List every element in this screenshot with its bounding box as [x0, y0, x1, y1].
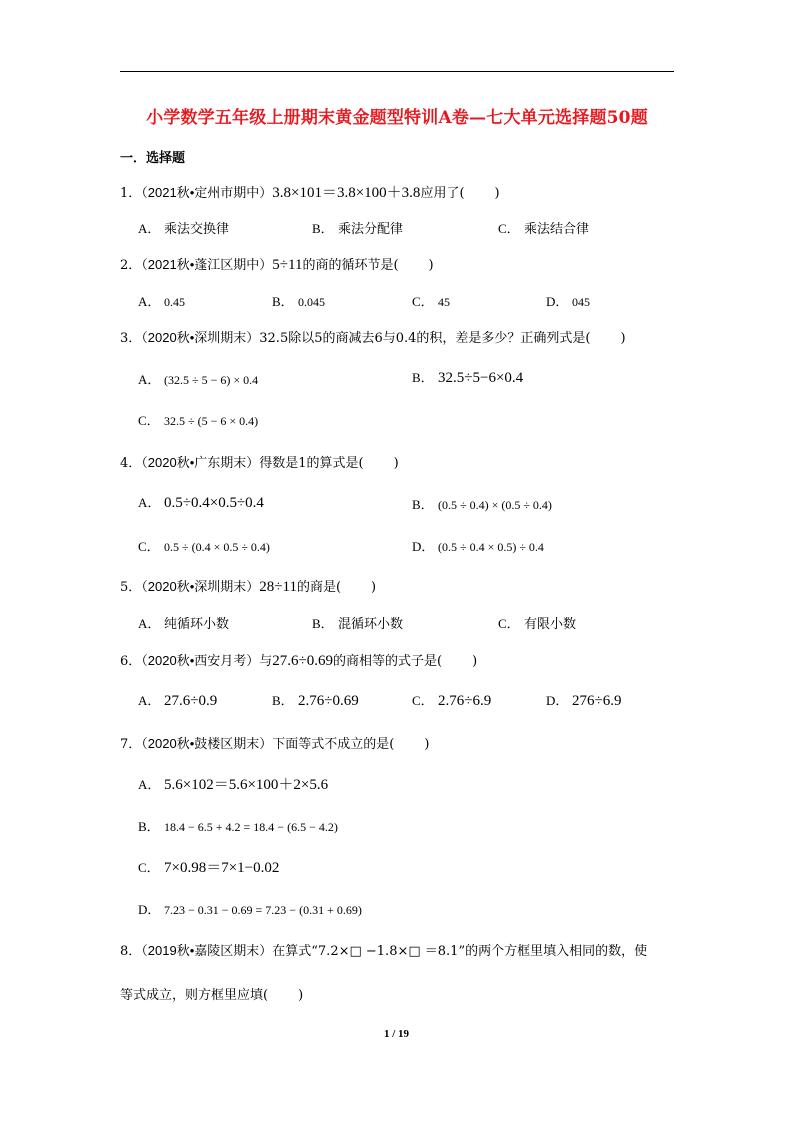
question-source: （2019秋•嘉陵区期末）	[141, 943, 273, 958]
question-source: （2020秋•深圳期末）	[141, 579, 260, 594]
question-source: （2020秋•深圳期末）	[141, 330, 260, 345]
question-formula: 27.6÷0.69	[272, 653, 334, 669]
option-1-A[interactable]: A． 乘法交换律	[138, 221, 230, 237]
option-7-D[interactable]: D． 7.23 − 0.31 − 0.69 = 7.23 − (0.31 + 0.69)	[138, 902, 362, 917]
option-4-A[interactable]: A． 0.5÷0.4×0.5÷0.4	[138, 495, 264, 511]
question-8: 8．（2019秋•嘉陵区期末）在算式“7.2×□ −1.8×□ ＝8.1”的两个方框里填入相同的数，使	[120, 943, 648, 959]
question-1: 1．（2021秋•定州市期中）3.8×101＝3.8×100＋3.8应用了( )	[120, 185, 500, 201]
question-formula: 5÷11	[272, 257, 303, 273]
question-formula: 3.8×101＝3.8×100＋3.8	[272, 185, 421, 201]
option-2-C[interactable]: C． 45	[412, 294, 450, 309]
question-source: （2021秋•定州市期中）	[141, 185, 273, 200]
page-title: 小学数学五年级上册期末黄金题型特训A卷—七大单元选择题50题	[146, 108, 648, 128]
question-5: 5．（2020秋•深圳期末）28÷11的商是( )	[120, 579, 377, 595]
option-4-B[interactable]: B． (0.5 ÷ 0.4) × (0.5 ÷ 0.4)	[412, 497, 552, 512]
question-6: 6．（2020秋•西安月考）与27.6÷0.69的商相等的式子是( )	[120, 653, 478, 669]
option-5-B[interactable]: B． 混循环小数	[312, 616, 404, 632]
question-source: （2020秋•鼓楼区期末）	[141, 736, 273, 751]
option-1-B[interactable]: B． 乘法分配律	[312, 221, 404, 237]
header-rule	[120, 71, 674, 72]
question-8-continued: 等式成立，则方框里应填( )	[120, 988, 304, 1003]
option-6-B[interactable]: B． 2.76÷0.69	[272, 693, 359, 709]
question-7: 7．（2020秋•鼓楼区期末）下面等式不成立的是( )	[120, 736, 430, 752]
option-4-C[interactable]: C． 0.5 ÷ (0.4 × 0.5 ÷ 0.4)	[138, 539, 270, 554]
option-5-C[interactable]: C． 有限小数	[498, 616, 577, 632]
question-source: （2020秋•广东期末）	[141, 455, 260, 470]
question-3: 3．（2020秋•深圳期末）32.5除以5的商减去6与0.4的积，差是多少？正确列式是( )	[120, 330, 626, 346]
option-7-A[interactable]: A． 5.6×102＝5.6×100＋2×5.6	[138, 777, 329, 793]
option-6-A[interactable]: A． 27.6÷0.9	[138, 693, 218, 709]
option-3-A[interactable]: A． (32.5 ÷ 5 − 6) × 0.4	[138, 372, 259, 387]
section-heading: 一．选择题	[120, 151, 186, 166]
option-3-B[interactable]: B． 32.5÷5−6×0.4	[412, 370, 524, 386]
option-2-B[interactable]: B． 0.045	[272, 294, 325, 309]
option-5-A[interactable]: A． 纯循环小数	[138, 616, 230, 632]
question-formula: 28÷11	[259, 579, 297, 595]
option-2-D[interactable]: D． 045	[546, 294, 590, 309]
option-4-D[interactable]: D． (0.5 ÷ 0.4 × 0.5) ÷ 0.4	[412, 539, 544, 554]
question-4: 4．（2020秋•广东期末）得数是1的算式是( )	[120, 455, 399, 471]
option-2-A[interactable]: A． 0.45	[138, 294, 185, 309]
page-number: 1 / 19	[383, 1028, 410, 1040]
option-6-C[interactable]: C． 2.76÷6.9	[412, 693, 492, 709]
option-1-C[interactable]: C． 乘法结合律	[498, 221, 590, 237]
option-7-C[interactable]: C． 7×0.98＝7×1−0.02	[138, 860, 280, 876]
option-3-C[interactable]: C． 32.5 ÷ (5 − 6 × 0.4)	[138, 413, 259, 428]
question-source: （2020秋•西安月考）	[141, 653, 260, 668]
question-2: 2．（2021秋•蓬江区期中）5÷11的商的循环节是( )	[120, 257, 434, 273]
option-7-B[interactable]: B． 18.4 − 6.5 + 4.2 = 18.4 − (6.5 − 4.2)	[138, 819, 338, 834]
option-6-D[interactable]: D． 276÷6.9	[546, 693, 622, 709]
question-source: （2021秋•蓬江区期中）	[141, 257, 273, 272]
